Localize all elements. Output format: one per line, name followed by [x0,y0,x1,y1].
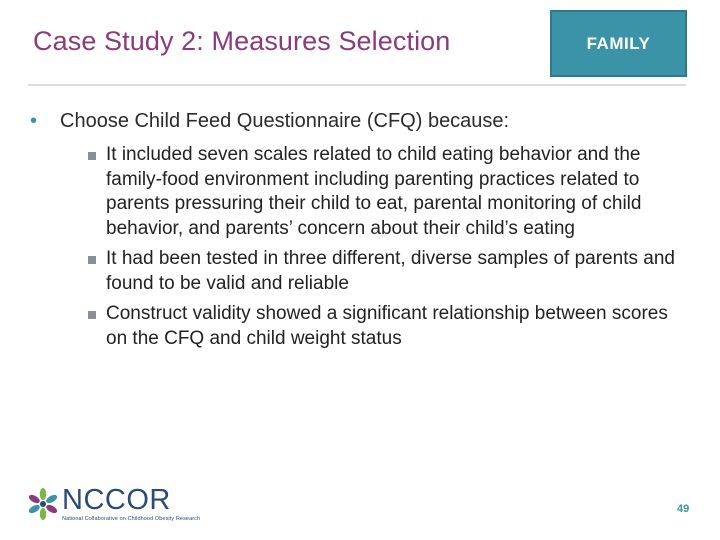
sub-bullet-text: It included seven scales related to child eating behavior and the family-food environment including parenting practices related to parents pressuring their child to eat, parental monitoring of child behavior, and parents’ concern about their child’s eating [106,144,642,239]
sub-bullet-list [88,143,690,351]
slide-content [30,106,690,357]
title-divider [28,84,686,86]
page-number: 49 [677,503,690,515]
sub-bullet-text: Construct validity showed a significant relationship between scores on the CFQ and child weight status [106,303,668,349]
logo-wordmark [62,486,200,522]
nccor-flower-icon [26,486,60,522]
main-bullet [30,106,690,136]
square-bullet-icon [88,302,106,319]
logo-tagline: National Collaborative on Childhood Obesity Research [62,516,201,522]
square-bullet-icon [88,247,106,264]
sub-bullet [88,143,690,241]
sub-bullet-text: It had been tested in three different, diverse samples of parents and found to be valid and reliable [106,248,675,294]
bullet-dot-icon: • [30,110,38,132]
logo-name: NCCOR [62,484,171,516]
family-tag-label: FAMILY [586,34,651,53]
slide-title: Case Study 2: Measures Selection [33,26,451,56]
square-bullet-icon [88,143,106,160]
nccor-logo [26,486,200,522]
main-bullet-text: Choose Child Feed Questionnaire (CFQ) because: [60,110,510,132]
family-tag [550,10,687,77]
sub-bullet [88,302,690,351]
sub-bullet [88,247,690,296]
